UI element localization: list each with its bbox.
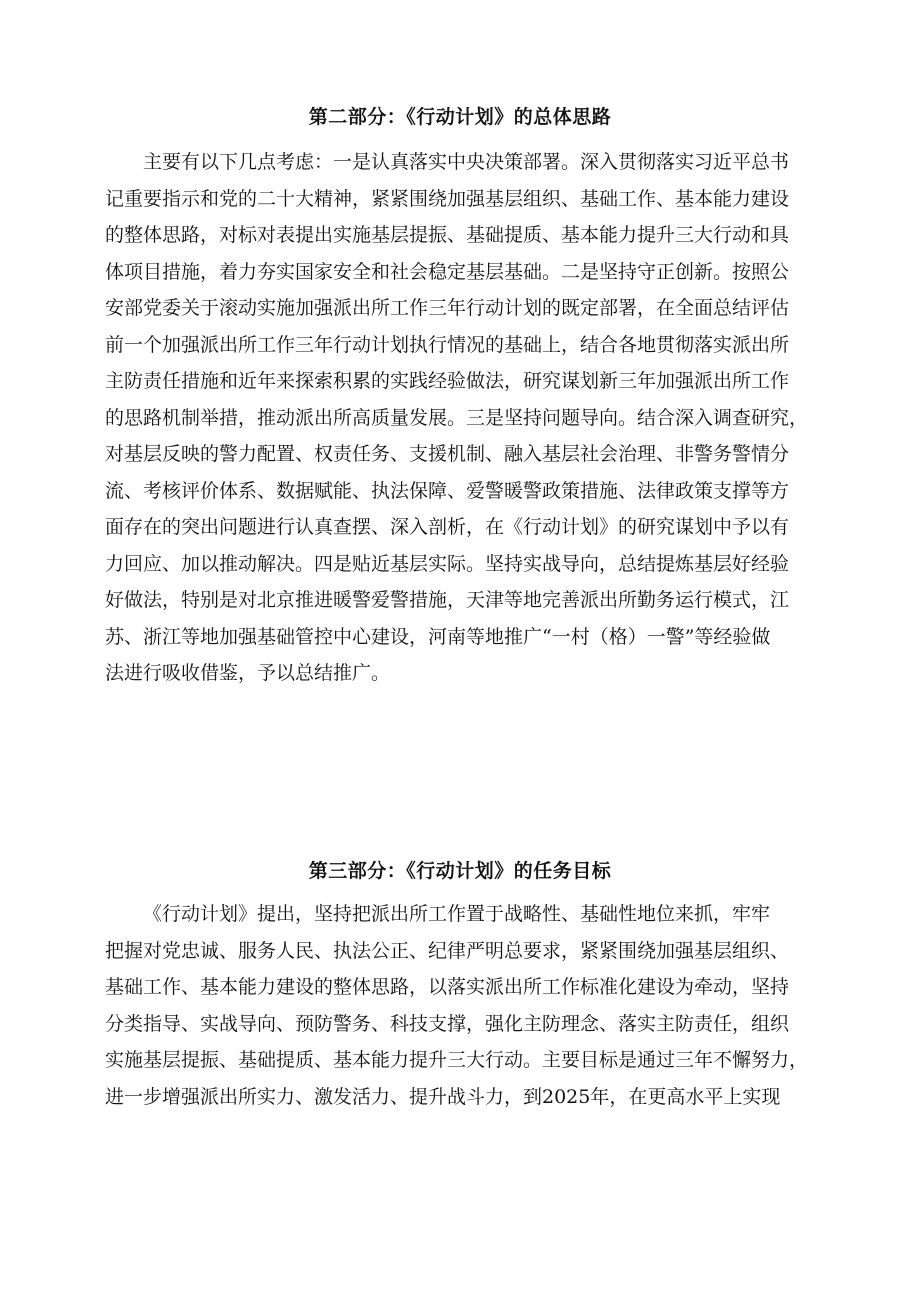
paragraph-line: 主要有以下几点考虑：一是认真落实中央决策部署。深入贯彻落实习近平总书 [143, 151, 790, 173]
paragraph-line: 体项目措施，着力夯实国家安全和社会稳定基层基础。二是坚持守正创新。按照公 [105, 260, 790, 283]
paragraph-line: 把握对党忠诚、服务人民、执法公正、纪律严明总要求，紧紧围绕加强基层组织、 [105, 939, 790, 962]
paragraph-line: 法进行吸收借鉴，予以总结推广。 [105, 662, 391, 684]
paragraph-line: 安部党委关于滚动实施加强派出所工作三年行动计划的既定部署，在全面总结评估 [105, 297, 790, 319]
section-2-heading: 第二部分：《行动计划》的总体思路 [308, 106, 612, 128]
paragraph-line: 前一个加强派出所工作三年行动计划执行情况的基础上，结合各地贯彻落实派出所 [105, 333, 790, 356]
paragraph-line: 面存在的突出问题进行认真查摆、深入剖析，在《行动计划》的研究谋划中予以有 [105, 516, 790, 538]
paragraph-line: 主防责任措施和近年来探索积累的实践经验做法，研究谋划新三年加强派出所工作 [105, 370, 790, 392]
section-3-heading: 第三部分：《行动计划》的任务目标 [308, 860, 612, 882]
paragraph-line: 基础工作、基本能力建设的整体思路，以落实派出所工作标准化建设为牵动，坚持 [105, 976, 790, 998]
paragraph-line: 进一步增强派出所实力、激发活力、提升战斗力，到2025年，在更高水平上实现 [105, 1085, 781, 1108]
paragraph-line: 对基层反映的警力配置、权责任务、支援机制、融入基层社会治理、非警务警情分 [105, 443, 790, 465]
paragraph-line: 记重要指示和党的二十大精神，紧紧围绕加强基层组织、基础工作、基本能力建设 [105, 187, 790, 210]
paragraph-line: 好做法，特别是对北京推进暖警爱警措施，天津等地完善派出所勤务运行模式，江 [105, 589, 790, 611]
paragraph-line: 的整体思路，对标对表提出实施基层提振、基础提质、基本能力提升三大行动和具 [105, 224, 790, 246]
paragraph-line: 实施基层提振、基础提质、基本能力提升三大行动。主要目标是通过三年不懈努力， [105, 1049, 809, 1071]
paragraph-line: 苏、浙江等地加强基础管控中心建设，河南等地推广“一村（格）一警”等经验做 [105, 625, 771, 648]
section-3-paragraph [105, 896, 825, 1115]
section-2-paragraph [105, 144, 825, 692]
paragraph-line: 的思路机制举措，推动派出所高质量发展。三是坚持问题导向。结合深入调查研究， [105, 406, 809, 429]
paragraph-line: 《行动计划》提出，坚持把派出所工作置于战略性、基础性地位来抓，牢牢 [143, 903, 771, 925]
paragraph-line: 分类指导、实战导向、预防警务、科技支撑，强化主防理念、落实主防责任，组织 [105, 1012, 790, 1035]
paragraph-line: 流、考核评价体系、数据赋能、执法保障、爱警暖警政策措施、法律政策支撑等方 [105, 479, 790, 502]
paragraph-line: 力回应、加以推动解决。四是贴近基层实际。坚持实战导向，总结提炼基层好经验 [105, 552, 790, 575]
